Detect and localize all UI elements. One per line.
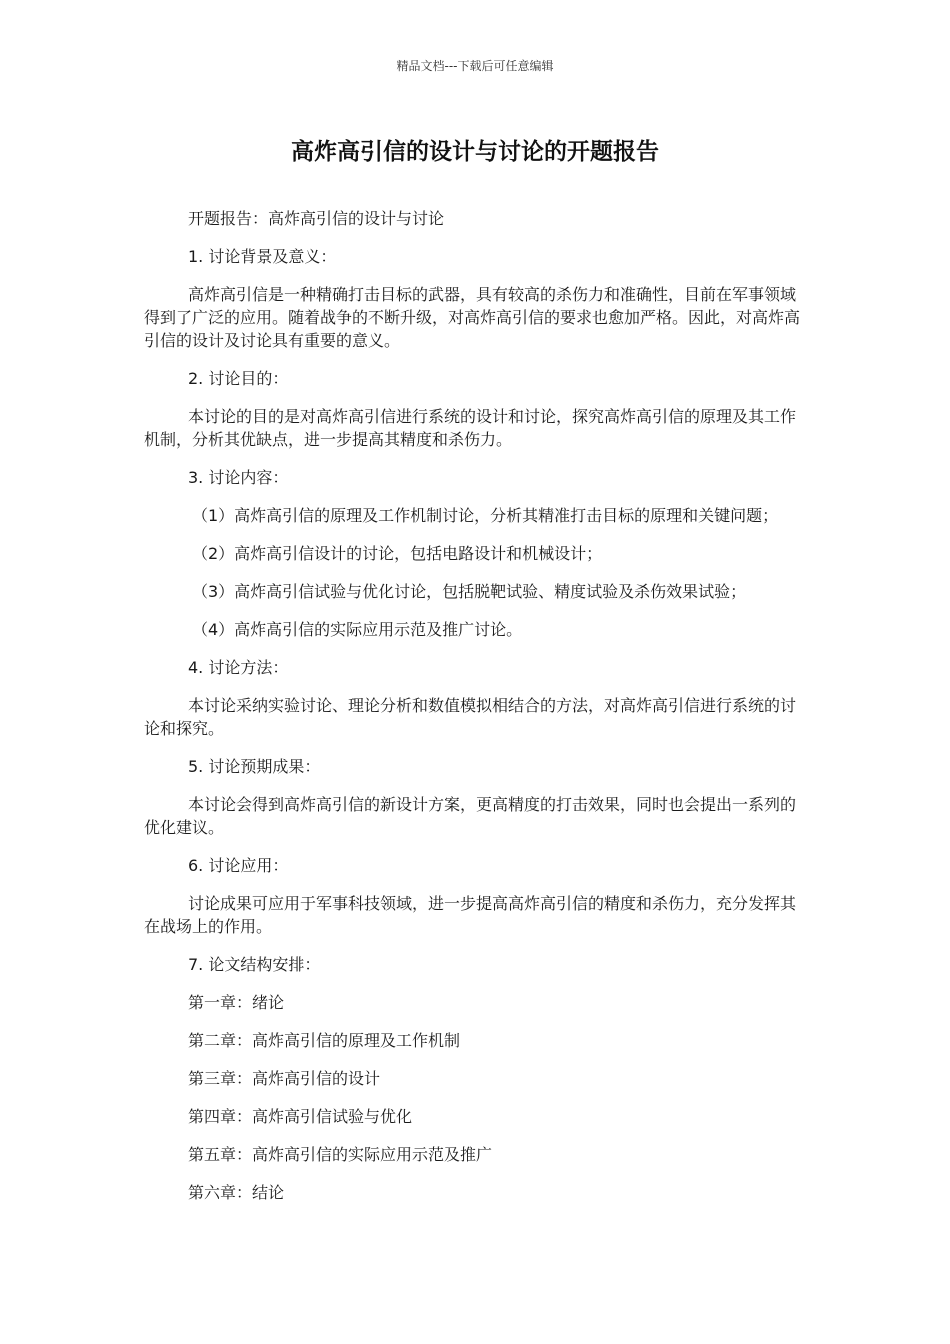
document-title: 高炸高引信的设计与讨论的开题报告 [291,139,659,165]
chapter-item-4: 第四章：高炸高引信试验与优化 [188,1107,413,1126]
section-heading-application: 6. 讨论应用： [188,856,289,875]
section-heading-expected-results: 5. 讨论预期成果： [188,757,321,776]
content-item-4: （4）高炸高引信的实际应用示范及推广讨论。 [192,620,523,639]
content-item-2: （2）高炸高引信设计的讨论，包括电路设计和机械设计； [192,544,603,563]
content-item-3: （3）高炸高引信试验与优化讨论，包括脱靶试验、精度试验及杀伤效果试验； [192,582,747,601]
chapter-item-3: 第三章：高炸高引信的设计 [188,1069,381,1088]
section-heading-purpose: 2. 讨论目的： [188,369,289,388]
paragraph-method: 本讨论采纳实验讨论、理论分析和数值模拟相结合的方法，对高炸高引信进行系统的讨论和探究。 [144,696,797,738]
chapter-item-2: 第二章：高炸高引信的原理及工作机制 [188,1031,461,1050]
section-heading-background: 1. 讨论背景及意义： [188,247,337,266]
chapter-item-5: 第五章：高炸高引信的实际应用示范及推广 [188,1145,493,1164]
report-subject: 开题报告：高炸高引信的设计与讨论 [188,209,445,228]
section-heading-structure: 7. 论文结构安排： [188,955,321,974]
section-heading-method: 4. 讨论方法： [188,658,289,677]
document-body [144,207,806,1219]
paragraph-application: 讨论成果可应用于军事科技领域，进一步提高高炸高引信的精度和杀伤力，充分发挥其在战场上的作用。 [144,894,797,936]
paragraph-expected-results: 本讨论会得到高炸高引信的新设计方案，更高精度的打击效果，同时也会提出一系列的优化建议。 [144,795,797,837]
paragraph-purpose: 本讨论的目的是对高炸高引信进行系统的设计和讨论，探究高炸高引信的原理及其工作机制，分析其优缺点，进一步提高其精度和杀伤力。 [144,407,797,449]
paragraph-background: 高炸高引信是一种精确打击目标的武器，具有较高的杀伤力和准确性，目前在军事领域得到了广泛的应用。随着战争的不断升级，对高炸高引信的要求也愈加严格。因此，对高炸高引信的设计及讨论具有重要的意义。 [144,285,801,350]
chapter-item-6: 第六章：结论 [188,1183,285,1202]
section-heading-content: 3. 讨论内容： [188,468,289,487]
content-item-1: （1）高炸高引信的原理及工作机制讨论，分析其精准打击目标的原理和关键问题； [192,506,779,525]
header-note: 精品文档---下载后可任意编辑 [396,59,554,73]
chapter-item-1: 第一章：绪论 [188,993,285,1012]
